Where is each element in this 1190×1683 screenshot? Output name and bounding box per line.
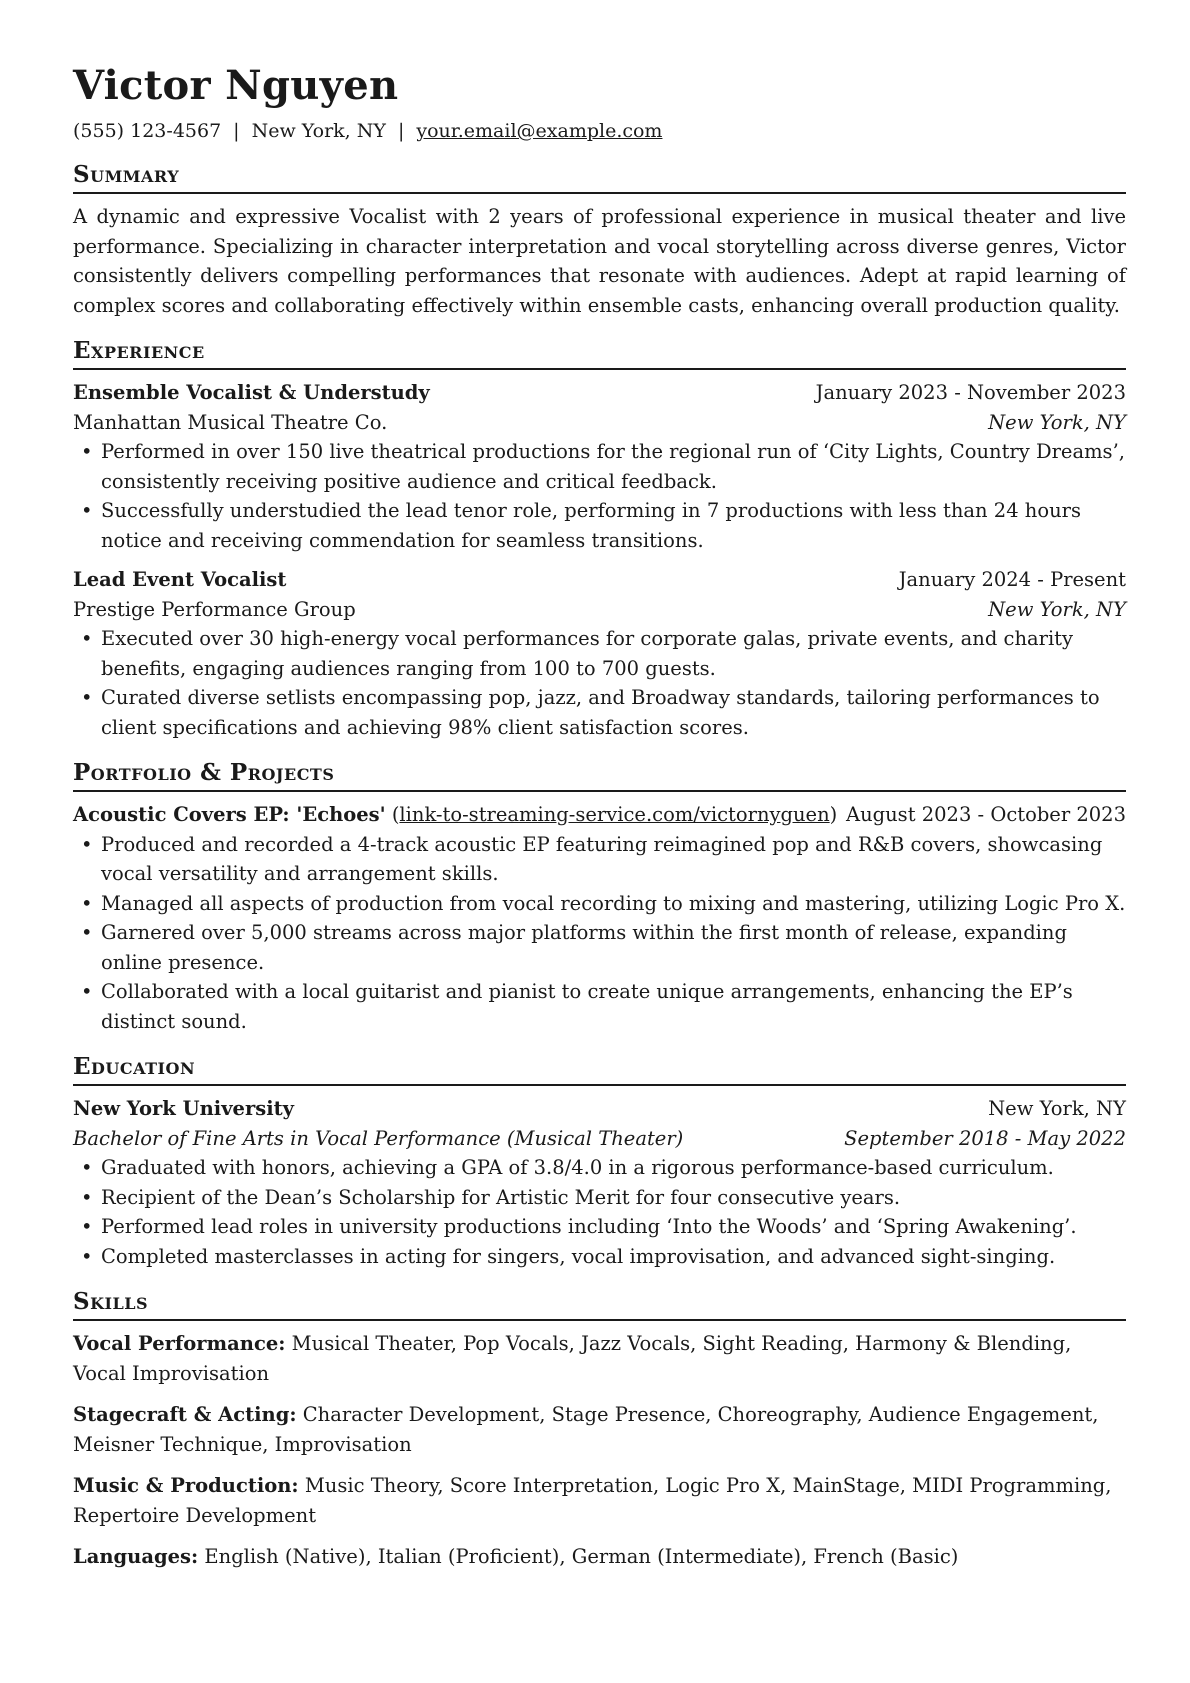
project-link-paren: ( bbox=[391, 803, 400, 826]
project-name: Acoustic Covers EP: 'Echoes' bbox=[73, 803, 386, 826]
education-dates: September 2018 - May 2022 bbox=[844, 1126, 1126, 1150]
skill-values: Music Theory, Score Interpretation, Logic Pro X, MainStage, MIDI Programming, Repertoire Development bbox=[73, 1474, 1112, 1527]
job-location: New York, NY bbox=[988, 597, 1126, 621]
contact-line bbox=[73, 118, 1126, 144]
bullet-item: • Recipient of the Dean’s Scholarship for Artistic Merit for four consecutive years. bbox=[73, 1183, 1126, 1213]
bullet-item: • Executed over 30 high-energy vocal performances for corporate galas, private events, and charity benefits, engaging audiences ranging from 100 to 700 guests. bbox=[73, 624, 1126, 683]
bullet-item: • Garnered over 5,000 streams across major platforms within the first month of release, expanding online presence. bbox=[73, 918, 1126, 977]
resume-page bbox=[73, 58, 1126, 1584]
skill-label: Music & Production: bbox=[73, 1474, 299, 1497]
project-bullets bbox=[73, 830, 1126, 1037]
job-location: New York, NY bbox=[988, 410, 1126, 434]
bullet-item: • Graduated with honors, achieving a GPA of 3.8/4.0 in a rigorous performance-based curriculum. bbox=[73, 1153, 1126, 1183]
contact-separator: | bbox=[397, 120, 405, 142]
school-name: New York University bbox=[73, 1097, 294, 1120]
skills-section bbox=[73, 1287, 1126, 1572]
bullet-item: • Successfully understudied the lead tenor role, performing in 7 productions with less than 24 hours notice and receiving commendation for seamless transitions. bbox=[73, 496, 1126, 555]
job-bullets bbox=[73, 437, 1126, 555]
school-location: New York, NY bbox=[988, 1097, 1126, 1120]
project-entry bbox=[73, 800, 1126, 1036]
section-title-experience: Experience bbox=[73, 336, 1126, 370]
section-title-skills: Skills bbox=[73, 1287, 1126, 1321]
bullet-item: • Produced and recorded a 4-track acoustic EP featuring reimagined pop and R&B covers, showcasing vocal versatility and arrangement skills. bbox=[73, 830, 1126, 889]
skill-values: Musical Theater, Pop Vocals, Jazz Vocals, Sight Reading, Harmony & Blending, Vocal Improvisation bbox=[73, 1332, 1072, 1385]
degree-name: Bachelor of Fine Arts in Vocal Performance (Musical Theater) bbox=[73, 1126, 684, 1150]
contact-separator: | bbox=[233, 120, 240, 142]
skill-label: Languages: bbox=[73, 1545, 199, 1568]
project-dates: August 2023 - October 2023 bbox=[846, 803, 1126, 826]
email-link[interactable]: your.email@example.com bbox=[416, 120, 663, 142]
section-title-projects: Portfolio & Projects bbox=[73, 758, 1126, 792]
phone-number: (555) 123-4567 bbox=[73, 120, 222, 142]
skill-values: English (Native), Italian (Proficient), German (Intermediate), French (Basic) bbox=[204, 1545, 959, 1568]
project-link-paren: ) bbox=[829, 803, 838, 826]
skill-label: Vocal Performance: bbox=[73, 1332, 286, 1355]
skill-group bbox=[73, 1471, 1126, 1530]
section-title-summary: Summary bbox=[73, 160, 1126, 194]
candidate-name: Victor Nguyen bbox=[73, 62, 399, 109]
section-title-education: Education bbox=[73, 1052, 1126, 1086]
experience-section bbox=[73, 336, 1126, 742]
education-bullets bbox=[73, 1153, 1126, 1271]
summary-section bbox=[73, 160, 1126, 320]
job-dates: January 2024 - Present bbox=[898, 568, 1126, 591]
bullet-item: • Performed in over 150 live theatrical productions for the regional run of ‘City Lights, Country Dreams’, consistently receiving positive audience and critical feedback. bbox=[73, 437, 1126, 496]
skill-values: Character Development, Stage Presence, Choreography, Audience Engagement, Meisner Technique, Improvisation bbox=[73, 1403, 1099, 1456]
bullet-item: • Performed lead roles in university productions including ‘Into the Woods’ and ‘Spring Awakening’. bbox=[73, 1212, 1126, 1242]
experience-entry bbox=[73, 565, 1126, 742]
education-section bbox=[73, 1052, 1126, 1271]
job-role: Lead Event Vocalist bbox=[73, 568, 287, 591]
bullet-item: • Curated diverse setlists encompassing pop, jazz, and Broadway standards, tailoring performances to client specifications and achieving 98% client satisfaction scores. bbox=[73, 683, 1126, 742]
bullet-item: • Completed masterclasses in acting for singers, vocal improvisation, and advanced sight-singing. bbox=[73, 1242, 1126, 1272]
job-dates: January 2023 - November 2023 bbox=[815, 381, 1126, 404]
skill-group bbox=[73, 1542, 1126, 1572]
education-entry bbox=[73, 1094, 1126, 1271]
job-bullets bbox=[73, 624, 1126, 742]
location-text: New York, NY bbox=[251, 120, 386, 142]
job-company: Prestige Performance Group bbox=[73, 597, 356, 621]
summary-text: A dynamic and expressive Vocalist with 2 years of professional experience in musical theater and live performance. Specializing in character interpretation and vocal storytelling across diverse genres, Victor consistently delivers compelling performances that resonate with audiences. Adept at rapid learning of complex scores and collaborating effectively within ensemble casts, enhancing overall production quality. bbox=[73, 205, 1126, 317]
skill-label: Stagecraft & Acting: bbox=[73, 1403, 297, 1426]
bullet-item: • Managed all aspects of production from vocal recording to mixing and mastering, utilizing Logic Pro X. bbox=[73, 889, 1126, 919]
project-link[interactable]: link-to-streaming-service.com/victornyguen bbox=[399, 803, 830, 826]
skill-group bbox=[73, 1329, 1126, 1388]
skill-group bbox=[73, 1400, 1126, 1459]
experience-entry bbox=[73, 378, 1126, 555]
projects-section bbox=[73, 758, 1126, 1036]
job-company: Manhattan Musical Theatre Co. bbox=[73, 410, 388, 434]
job-role: Ensemble Vocalist & Understudy bbox=[73, 381, 430, 404]
bullet-item: • Collaborated with a local guitarist and pianist to create unique arrangements, enhancing the EP’s distinct sound. bbox=[73, 977, 1126, 1036]
